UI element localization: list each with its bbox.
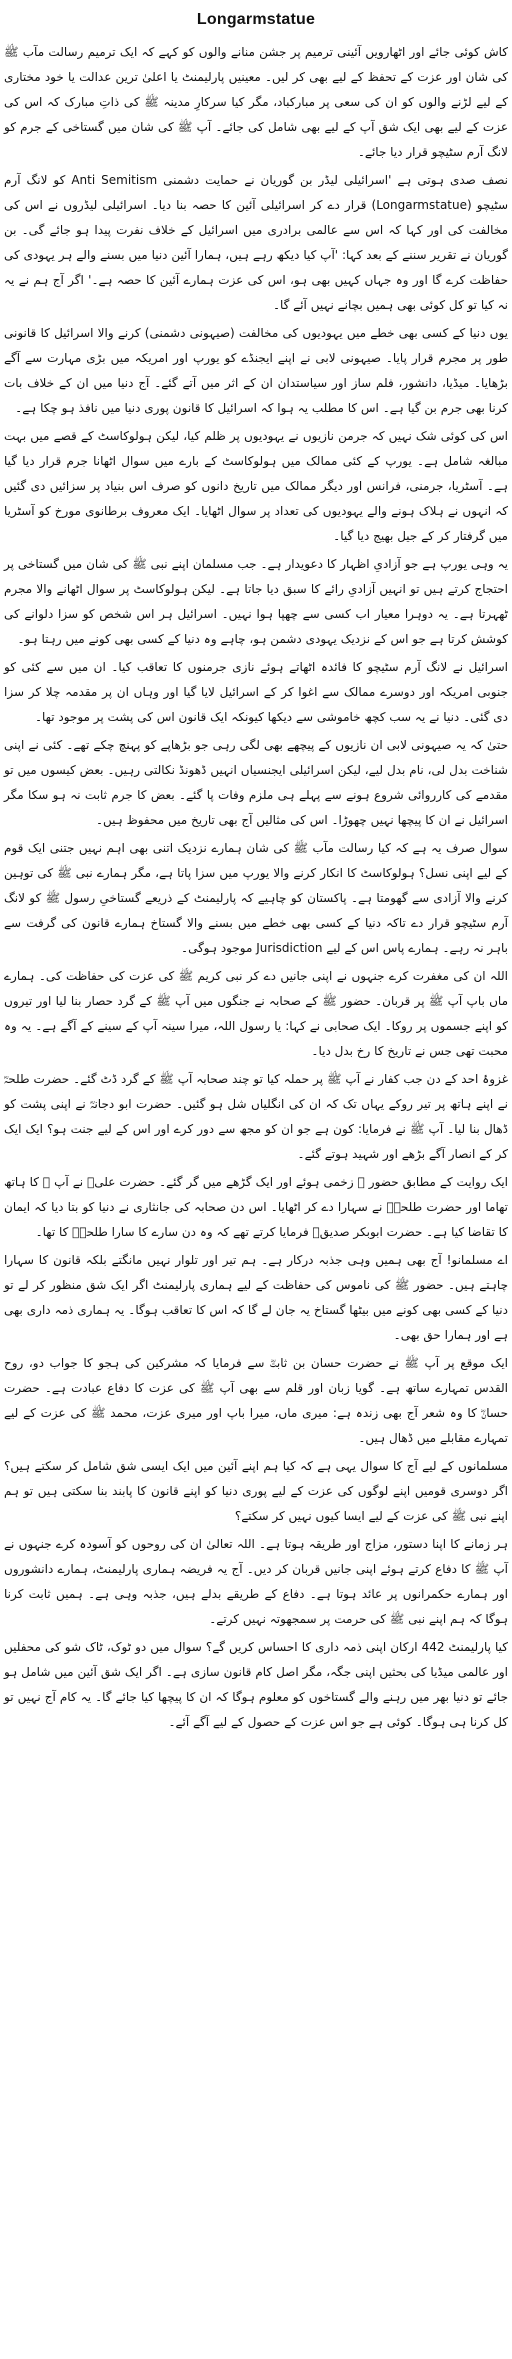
article-paragraph: ایک موقع پر آپ ﷺ نے حضرت حسان بن ثابتؓ سے فرمایا کہ مشرکین کی ہجو کا جواب دو، روح القدس تمہارے ساتھ ہے۔ گویا زبان اور قلم سے بھی آپ ﷺ کی عزت کا دفاع عبادت ہے۔ حضرت حسانؓ کا وہ شعر آج بھی زندہ ہے: میری ماں، میرا باپ اور میری عزت، محمد ﷺ کی عزت کے لیے تمہارے مقابلے میں ڈھال ہیں۔ [4, 1356, 508, 1445]
article-paragraph: ایک روایت کے مطابق حضور ﷺ زخمی ہوئے اور ایک گڑھے میں گر گئے۔ حضرت علیؓ نے آپ ﷺ کا ہاتھ تھاما اور حضرت طلحہؓ نے سہارا دے کر اٹھایا۔ اس دن صحابہ کی جانثاری نے دنیا کو بتا دیا کہ ایمان کا تقاضا کیا ہے۔ حضرت ابوبکر صدیقؓ فرمایا کرتے تھے کہ وہ دن سارے کا سارا طلحہؓ کا تھا۔ [4, 1175, 508, 1239]
article-title: Longarmstatue [196, 11, 316, 28]
article-paragraph: یہ وہی یورپ ہے جو آزادیِ اظہار کا دعویدار ہے۔ جب مسلمان اپنے نبی ﷺ کی شان میں گستاخی پر احتجاج کرتے ہیں تو انہیں آزادیِ رائے کا سبق دیا جاتا ہے۔ لیکن ہولوکاسٹ پر سوال اٹھانے والا مجرم ٹھہرتا ہے۔ یہ دوہرا معیار اب کسی سے چھپا ہوا نہیں۔ اسرائیل ہر اس شخص کو سزا دلوانے کی کوشش کرتا ہے جو اس کے نزدیک یہودی دشمن ہو، چاہے وہ دنیا کے کسی بھی کونے میں رہتا ہو۔ [4, 557, 508, 646]
article-body [4, 40, 508, 1735]
article-paragraph: غزوۂ احد کے دن جب کفار نے آپ ﷺ پر حملہ کیا تو چند صحابہ آپ ﷺ کے گرد ڈٹ گئے۔ حضرت طلحہؓ نے اپنے ہاتھ پر تیر روکے یہاں تک کہ ان کی انگلیاں شل ہو گئیں۔ حضرت ابو دجانہؓ نے اپنی پشت کو ڈھال بنا لیا۔ آپ ﷺ نے فرمایا: کون ہے جو ان کو مجھ سے دور کرے اور اس کے لیے جنت ہو؟ ایک ایک کر کے انصار آگے بڑھے اور شہید ہوتے گئے۔ [4, 1072, 508, 1161]
article-paragraph: اللہ ان کی مغفرت کرے جنہوں نے اپنی جانیں دے کر نبی کریم ﷺ کی عزت کی حفاظت کی۔ ہمارے ماں باپ آپ ﷺ پر قربان۔ حضور ﷺ کے صحابہ نے جنگوں میں آپ ﷺ کے گرد حصار بنا لیا اور تیروں کو اپنے جسموں پر روکا۔ ایک صحابی نے کہا: یا رسول اللہ، میرا سینہ آپ کے سینے کے آگے ہے۔ یہ وہ محبت تھی جس نے تاریخ کا رخ بدل دیا۔ [4, 969, 508, 1058]
article-paragraph: ہر زمانے کا اپنا دستور، مزاج اور طریقہ ہوتا ہے۔ اللہ تعالیٰ ان کی روحوں کو آسودہ کرے جنہوں نے آپ ﷺ کا دفاع کرتے ہوئے اپنی جانیں قربان کر دیں۔ آج یہ فریضہ ہماری پارلیمنٹ، ہمارے دانشوروں اور ہمارے حکمرانوں پر عائد ہوتا ہے۔ دفاع کے طریقے بدلے ہیں، جذبہ وہی ہے۔ ہمیں ثابت کرنا ہوگا کہ ہم اپنے نبی ﷺ کی حرمت پر سمجھوتہ نہیں کرتے۔ [4, 1537, 508, 1626]
article-paragraph: مسلمانوں کے لیے آج کا سوال یہی ہے کہ کیا ہم اپنے آئین میں ایک ایسی شق شامل کر سکتے ہیں؟ اگر دوسری قومیں اپنے لوگوں کی عزت کے لیے پوری دنیا کو اپنے قانون کا پابند بنا سکتی ہیں تو ہم اپنے نبی ﷺ کی عزت کے لیے ایسا کیوں نہیں کر سکتے؟ [4, 1459, 508, 1523]
article-paragraph: اے مسلمانو! آج بھی ہمیں وہی جذبہ درکار ہے۔ ہم تیر اور تلوار نہیں مانگتے بلکہ قانون کا سہارا چاہتے ہیں۔ حضور ﷺ کی ناموس کی حفاظت کے لیے ہماری پارلیمنٹ اگر ایک شق منظور کر لے تو دنیا کے کسی بھی کونے میں بیٹھا گستاخ یہ جان لے گا کہ اس کا تعاقب ہوگا۔ یہ ہماری ذمہ داری بھی ہے اور ہمارا حق بھی۔ [4, 1253, 508, 1342]
article-paragraph: کیا پارلیمنٹ 442 ارکان اپنی ذمہ داری کا احساس کریں گے؟ سوال میں دو ٹوک، ٹاک شو کی محفلیں اور عالمی میڈیا کی بحثیں اپنی جگہ، مگر اصل کام قانون سازی ہے۔ اگر ایک شق آئین میں شامل ہو جائے تو دنیا بھر میں رہنے والے گستاخوں کو معلوم ہوگا کہ ان کا پیچھا کیا جائے گا۔ یہ کام آج نہیں تو کل کرنا ہی ہوگا۔ کوئی ہے جو اس عزت کے حصول کے لیے آگے آئے۔ [4, 1640, 508, 1729]
article-paragraph: نصف صدی ہوتی ہے 'اسرائیلی لیڈر بن گوریان نے حمایت دشمنی Anti Semitism کو لانگ آرم سٹیچو (Longarmstatue) قرار دے کر اسرائیلی آئین کا حصہ بنا دیا۔ اسرائیلی لیڈروں نے اس کی مخالفت کی اور کہا کہ اس سے عالمی برادری میں اسرائیل کے خلاف نفرت پیدا ہو جائے گی۔ بن گوریان نے تقریر سننے کے بعد کہا: 'آپ کیا دیکھ رہے ہیں، ہمارا آئین دنیا میں بسنے والے ہر یہودی کی حفاظت کرے گا اور وہ جہاں کہیں بھی ہو، اس کی عزت ہمارے آئین کا حصہ ہے۔' اگر آج ہم نے یہ نہ کیا تو کل کوئی بھی ہمیں بچانے نہیں آئے گا۔ [4, 173, 509, 312]
article-paragraph: سوال صرف یہ ہے کہ کیا رسالت مآب ﷺ کی شان ہمارے نزدیک اتنی بھی اہم نہیں جتنی ایک قوم کے لیے اپنی نسل؟ ہولوکاسٹ کا انکار کرنے والا یورپ میں سزا پاتا ہے، مگر ہمارے نبی ﷺ کی توہین کرنے والا آزادی سے گھومتا ہے۔ پاکستان کو چاہیے کہ پارلیمنٹ کے ذریعے گستاخیِ رسول ﷺ کو لانگ آرم سٹیچو قرار دے تاکہ دنیا کے کسی بھی خطے میں بسنے والا گستاخ ہمارے قانون کی گرفت سے باہر نہ رہے۔ ہمارے پاس اس کے لیے Jurisdiction موجود ہوگی۔ [4, 841, 508, 955]
article-paragraph: حتیٰ کہ یہ صیہونی لابی ان نازیوں کے پیچھے بھی لگی رہی جو بڑھاپے کو پہنچ چکے تھے۔ کئی نے اپنی شناخت بدل لی، نام بدل لیے، لیکن اسرائیلی ایجنسیاں انہیں ڈھونڈ نکالتی رہیں۔ بعض کیسوں میں تو مقدمے کی کارروائی شروع ہونے سے پہلے ہی ملزم وفات پا گئے۔ بعض کا جرم ثابت نہ ہو سکا مگر اسرائیل نے ان کا پیچھا نہیں چھوڑا۔ اس کی مثالیں آج بھی تاریخ میں محفوظ ہیں۔ [4, 738, 508, 827]
article-paragraph: یوں دنیا کے کسی بھی خطے میں یہودیوں کی مخالفت (صیہونی دشمنی) کرنے والا اسرائیل کا قانونی طور پر مجرم قرار پایا۔ صیہونی لابی نے اپنے ایجنڈے کو یورپ اور امریکہ میں بڑی مہارت سے آگے بڑھایا۔ میڈیا، دانشور، فلم ساز اور سیاستدان ان کے اثر میں آتے گئے۔ آج دنیا میں ان کے خلاف بات کرنا بھی جرم بن گیا ہے۔ اس کا مطلب یہ ہوا کہ اسرائیل کا قانون پوری دنیا میں نافذ ہو چکا ہے۔ [4, 326, 508, 415]
article-paragraph: اسرائیل نے لانگ آرم سٹیچو کا فائدہ اٹھاتے ہوئے نازی جرمنوں کا تعاقب کیا۔ ان میں سے کئی کو جنوبی امریکہ اور دوسرے ممالک سے اغوا کر کے اسرائیل لایا گیا اور وہاں ان پر مقدمہ چلا کر سزا دی گئی۔ دنیا نے یہ سب کچھ خاموشی سے دیکھا کیونکہ ایک قانون اس کی پشت پر موجود تھا۔ [4, 660, 508, 724]
article-paragraph: اس کی کوئی شک نہیں کہ جرمن نازیوں نے یہودیوں پر ظلم کیا، لیکن ہولوکاسٹ کے قصے میں بہت مبالغہ شامل ہے۔ یورپ کے کئی ممالک میں ہولوکاسٹ کے بارے میں سوال اٹھانا جرم قرار دیا گیا ہے۔ آسٹریا، جرمنی، فرانس اور دیگر ممالک میں تاریخ دانوں کو صرف اس بنیاد پر سزائیں دی گئیں کہ انہوں نے ہلاک ہونے والے یہودیوں کی تعداد پر سوال اٹھایا۔ ایک معروف برطانوی مورخ کو آسٹریا میں گرفتار کر کے جیل بھیج دیا گیا۔ [4, 429, 508, 543]
article-paragraph: کاش کوئی جائے اور اٹھارویں آئینی ترمیم پر جشن منانے والوں کو کہے کہ ایک ترمیم رسالت مآب ﷺ کی شان اور عزت کے تحفظ کے لیے بھی کر لیں۔ معینیں پارلیمنٹ یا اعلیٰ ترین عدالت یا خود مختاری کے لیے لڑنے والوں کو ان کی سعی پر مبارکباد، مگر کیا سرکارِ مدینہ ﷺ کی ذاتِ مبارک کہ اس کی عزت کے لیے بھی ایک شق آپ کے لیے بھی شامل کی جائے۔ آپ ﷺ کی شان میں گستاخی کے جرم کو لانگ آرم سٹیچو قرار دیا جائے۔ [4, 45, 508, 159]
